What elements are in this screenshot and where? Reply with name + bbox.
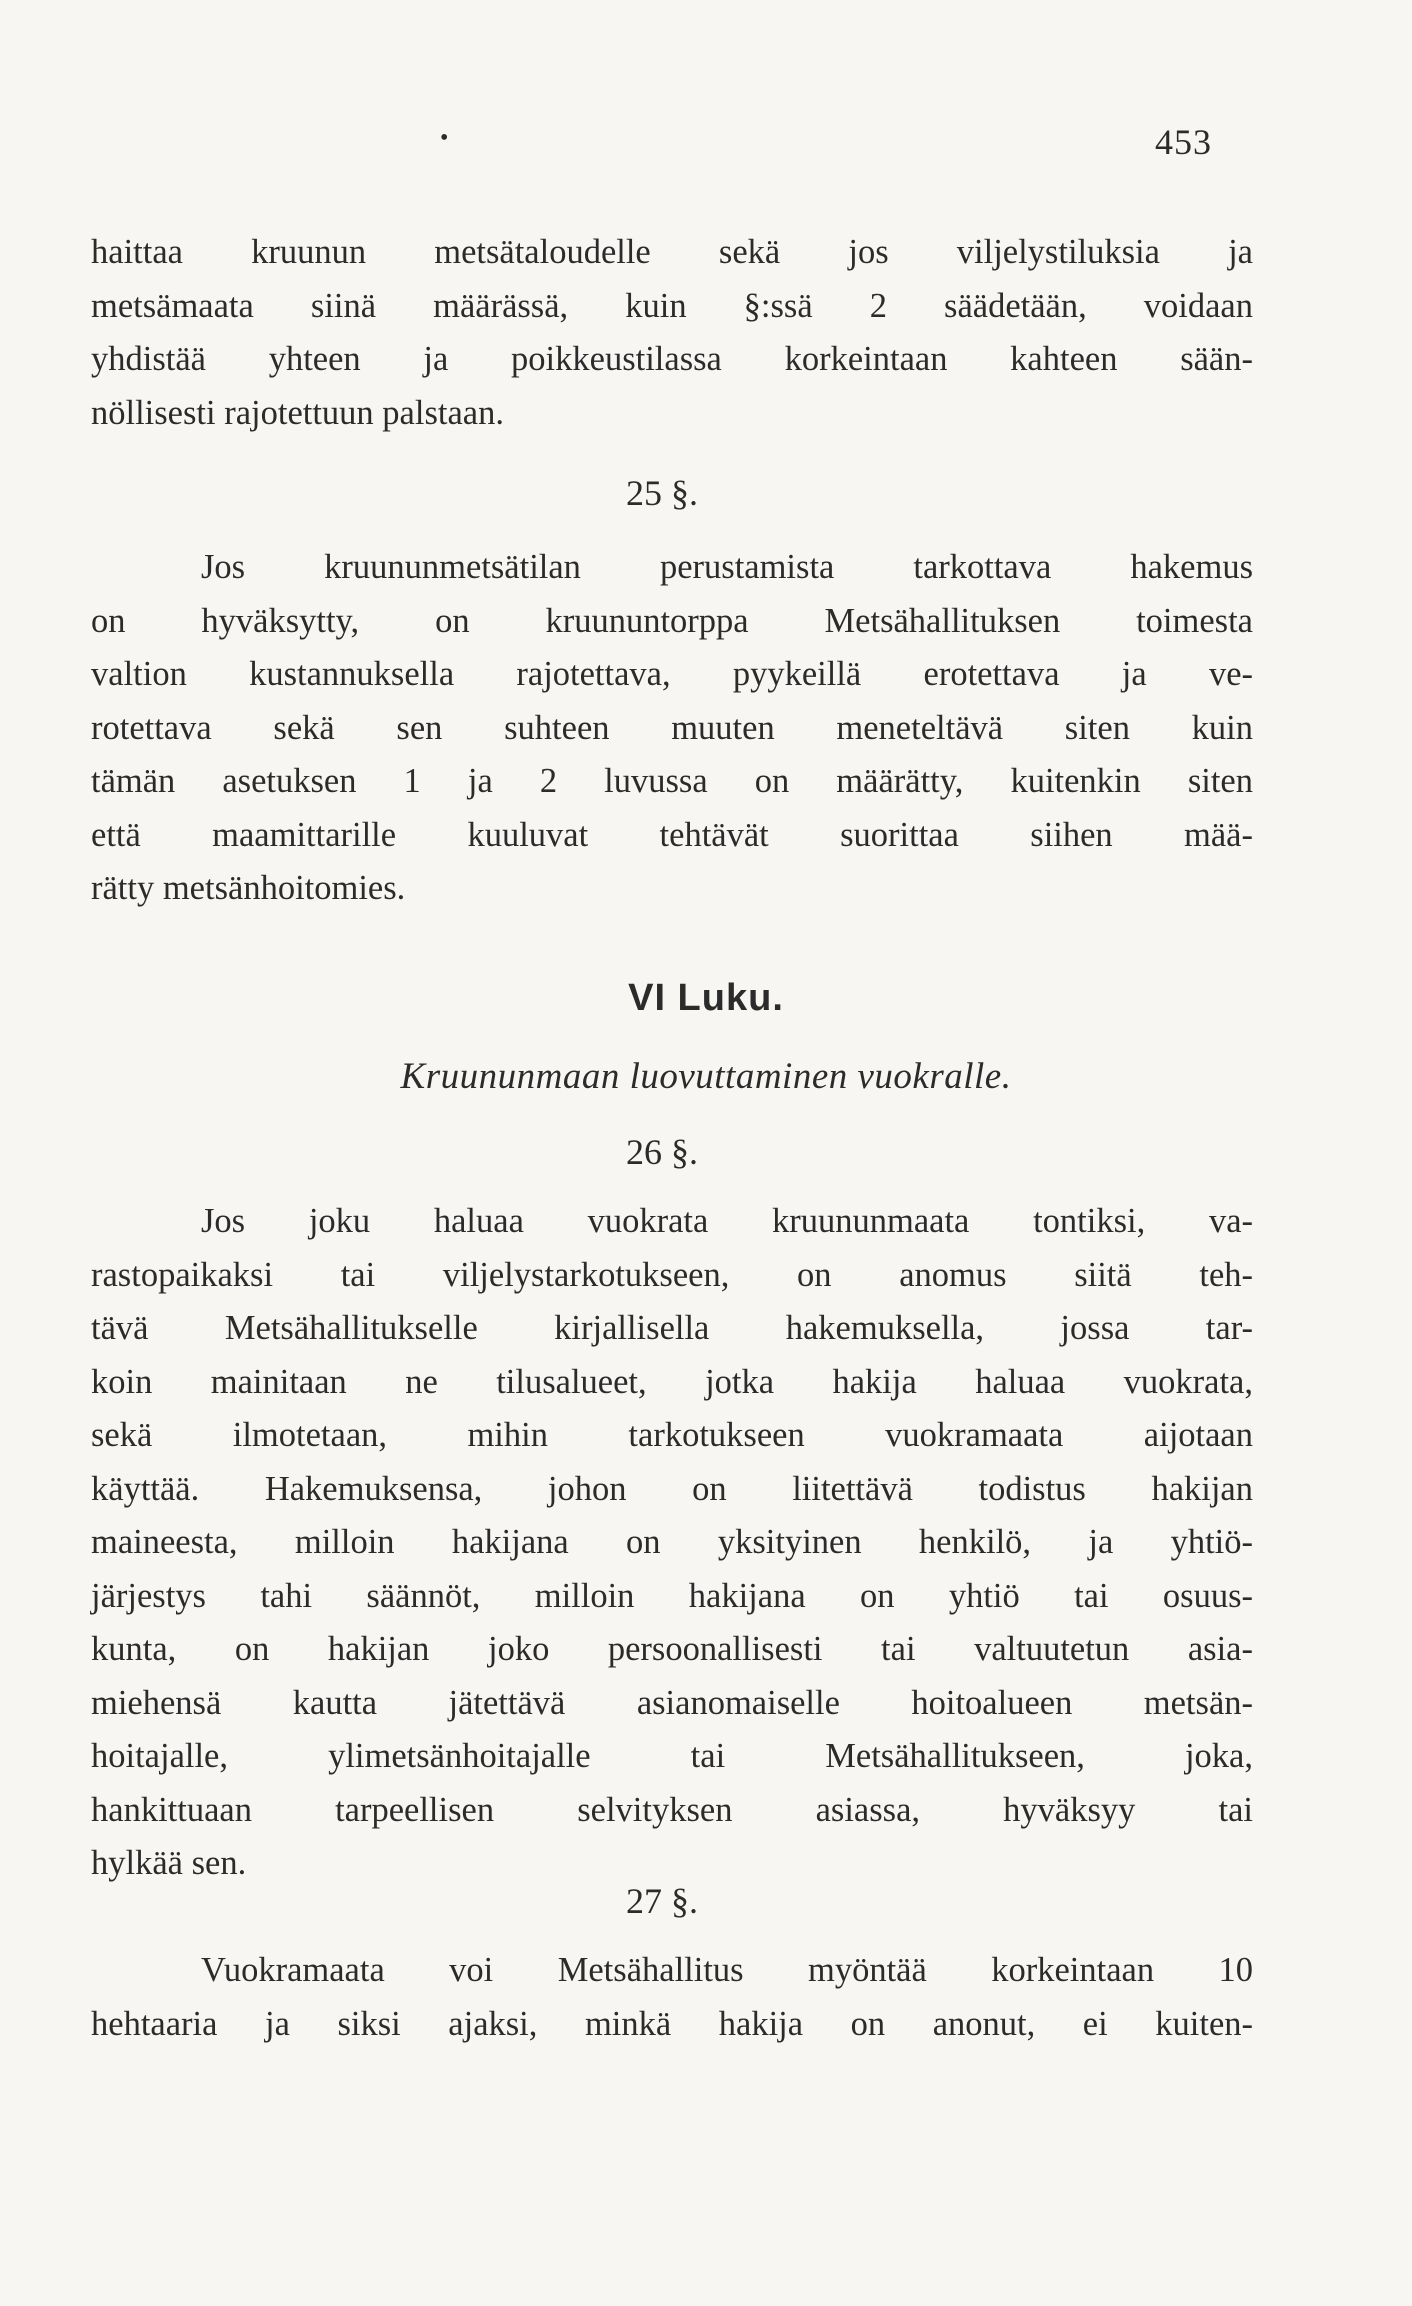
text-line: miehensä kautta jätettävä asianomaiselle hoitoalueen metsän- [91, 1683, 1253, 1722]
text-line: metsämaata siinä määrässä, kuin §:ssä 2 säädetään, voidaan [91, 286, 1253, 325]
chapter-subtitle: Kruununmaan luovuttaminen vuokralle. [400, 1056, 1012, 1097]
text-line: rotettava sekä sen suhteen muuten meneteltävä siten kuin [91, 708, 1253, 747]
text-line: että maamittarille kuuluvat tehtävät suorittaa siihen mää- [91, 815, 1253, 854]
text-line: hoitajalle, ylimetsänhoitajalle tai Metsähallitukseen, joka, [91, 1737, 1253, 1775]
text-line: yhdistää yhteen ja poikkeustilassa korkeintaan kahteen sään- [91, 340, 1253, 378]
section-27-body [91, 1944, 1253, 2051]
text-line: järjestys tahi säännöt, milloin hakijana on yhtiö tai osuus- [91, 1576, 1253, 1615]
text-line: rastopaikaksi tai viljelystarkotukseen, on anomus siitä teh- [91, 1255, 1253, 1294]
text-line: tävä Metsähallitukselle kirjallisella hakemuksella, jossa tar- [91, 1309, 1253, 1347]
section-27-heading: 27 §. [626, 1881, 698, 1921]
text-line: hylkää sen. [91, 1844, 247, 1882]
page-top-mark: • [440, 125, 449, 151]
paragraph-continuation [91, 226, 1253, 440]
section-25-heading: 25 §. [626, 473, 698, 513]
text-line: käyttää. Hakemuksensa, johon on liitettävä todistus hakijan [91, 1469, 1253, 1508]
text-line: rätty metsänhoitomies. [91, 869, 406, 907]
text-line: koin mainitaan ne tilusalueet, jotka hakija haluaa vuokrata, [91, 1362, 1253, 1401]
text-line: on hyväksytty, on kruununtorppa Metsähallituksen toimesta [91, 601, 1253, 640]
text-line: valtion kustannuksella rajotettava, pyykeillä erotettava ja ve- [91, 655, 1253, 693]
text-line: nöllisesti rajotettuun palstaan. [91, 393, 504, 432]
text-line: Vuokramaata voi Metsähallitus myöntää korkeintaan 10 [201, 1951, 1253, 1989]
text-line: haittaa kruunun metsätaloudelle sekä jos viljelystiluksia ja [91, 233, 1253, 271]
section-26-body [91, 1195, 1253, 1891]
page-number: 453 [1155, 122, 1212, 162]
text-line: maineesta, milloin hakijana on yksityinen henkilö, ja yhtiö- [91, 1523, 1253, 1561]
text-line: hehtaaria ja siksi ajaksi, minkä hakija on anonut, ei kuiten- [91, 2004, 1253, 2043]
text-line: hankittuaan tarpeellisen selvityksen asiassa, hyväksyy tai [91, 1790, 1253, 1829]
chapter-title: VI Luku. [628, 977, 784, 1019]
section-26-heading: 26 §. [626, 1132, 698, 1172]
text-line: sekä ilmotetaan, mihin tarkotukseen vuokramaata aijotaan [91, 1416, 1253, 1454]
section-25-body [91, 541, 1253, 916]
text-line: Jos kruununmetsätilan perustamista tarkottava hakemus [201, 548, 1253, 586]
text-line: Jos joku haluaa vuokrata kruununmaata tontiksi, va- [201, 1202, 1253, 1240]
text-line: kunta, on hakijan joko persoonallisesti tai valtuutetun asia- [91, 1630, 1253, 1668]
text-line: tämän asetuksen 1 ja 2 luvussa on määrätty, kuitenkin siten [91, 762, 1253, 800]
